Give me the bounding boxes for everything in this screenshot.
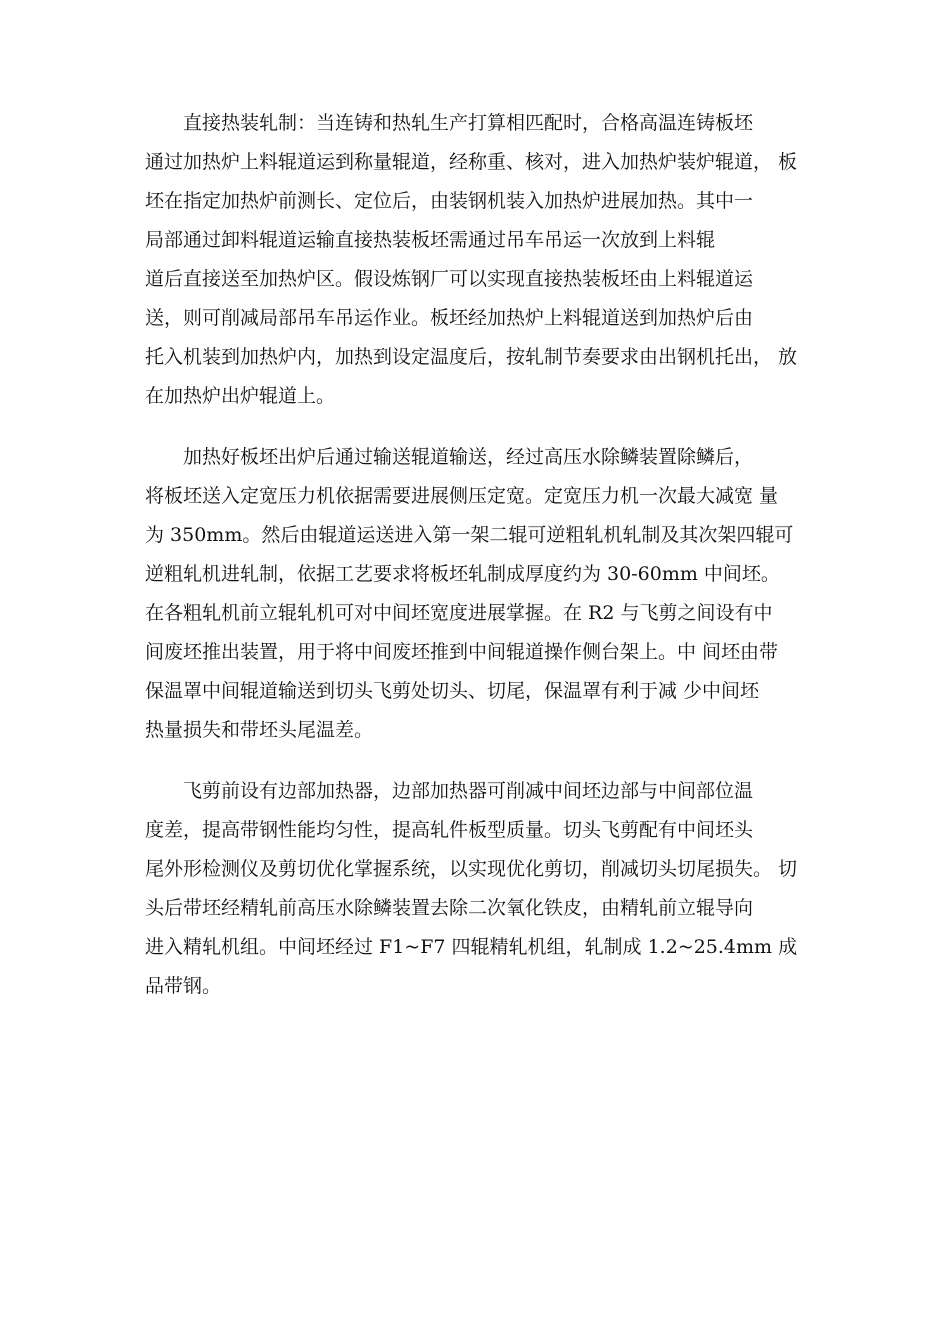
text-line: 热量损失和带坯头尾温差。 xyxy=(145,719,374,741)
paragraph-finishing-mill xyxy=(145,772,810,1006)
text-line: 通过加热炉上料辊道运到称量辊道，经称重、核对，进入加热炉装炉辊道， 板 xyxy=(145,151,798,173)
text-line: 为 350mm。然后由辊道运送进入第一架二辊可逆粗轧机轧制及其次架四辊可 xyxy=(145,524,794,546)
text-line: 直接热装轧制：当连铸和热轧生产打算相匹配时，合格高温连铸板坯 xyxy=(145,112,754,134)
text-line: 进入精轧机组。中间坯经过 F1~F7 四辊精轧机组，轧制成 1.2~25.4mm 成 xyxy=(145,936,798,958)
text-line: 在各粗轧机前立辊轧机可对中间坯宽度进展掌握。在 R2 与飞剪之间设有中 xyxy=(145,602,773,624)
text-line: 头后带坯经精轧前高压水除鳞装置去除二次氧化铁皮，由精轧前立辊导向 xyxy=(145,897,754,919)
text-line: 道后直接送至加热炉区。假设炼钢厂可以实现直接热装板坯由上料辊道运 xyxy=(145,268,754,290)
paragraph-direct-hot-charging xyxy=(145,104,810,416)
text-line: 托入机装到加热炉内，加热到设定温度后，按轧制节奏要求由出钢机托出， 放 xyxy=(145,346,798,368)
text-line: 加热好板坯出炉后通过输送辊道输送，经过高压水除鳞装置除鳞后， xyxy=(145,446,754,468)
text-line: 将板坯送入定宽压力机依据需要进展侧压定宽。定宽压力机一次最大减宽 量 xyxy=(145,485,779,507)
text-line: 尾外形检测仪及剪切优化掌握系统，以实现优化剪切，削减切头切尾损失。 切 xyxy=(145,858,798,880)
text-line: 局部通过卸料辊道运输直接热装板坯需通过吊车吊运一次放到上料辊 xyxy=(145,229,716,251)
text-line: 飞剪前设有边部加热器，边部加热器可削减中间坯边部与中间部位温 xyxy=(145,780,754,802)
text-line: 保温罩中间辊道输送到切头飞剪处切头、切尾，保温罩有利于减 少中间坯 xyxy=(145,680,760,702)
text-line: 送，则可削减局部吊车吊运作业。板坯经加热炉上料辊道送到加热炉后由 xyxy=(145,307,754,329)
text-line: 在加热炉出炉辊道上。 xyxy=(145,385,336,407)
paragraph-roughing-mill xyxy=(145,438,810,750)
text-line: 度差，提高带钢性能均匀性，提高轧件板型质量。切头飞剪配有中间坯头 xyxy=(145,819,754,841)
text-line: 间废坯推出装置，用于将中间废坯推到中间辊道操作侧台架上。中 间坯由带 xyxy=(145,641,779,663)
text-line: 品带钢。 xyxy=(145,975,222,997)
text-line: 坯在指定加热炉前测长、定位后，由装钢机装入加热炉进展加热。其中一 xyxy=(145,190,754,212)
text-line: 逆粗轧机进轧制，依据工艺要求将板坯轧制成厚度约为 30-60mm 中间坯。 xyxy=(145,563,780,585)
document-body xyxy=(145,104,810,1028)
